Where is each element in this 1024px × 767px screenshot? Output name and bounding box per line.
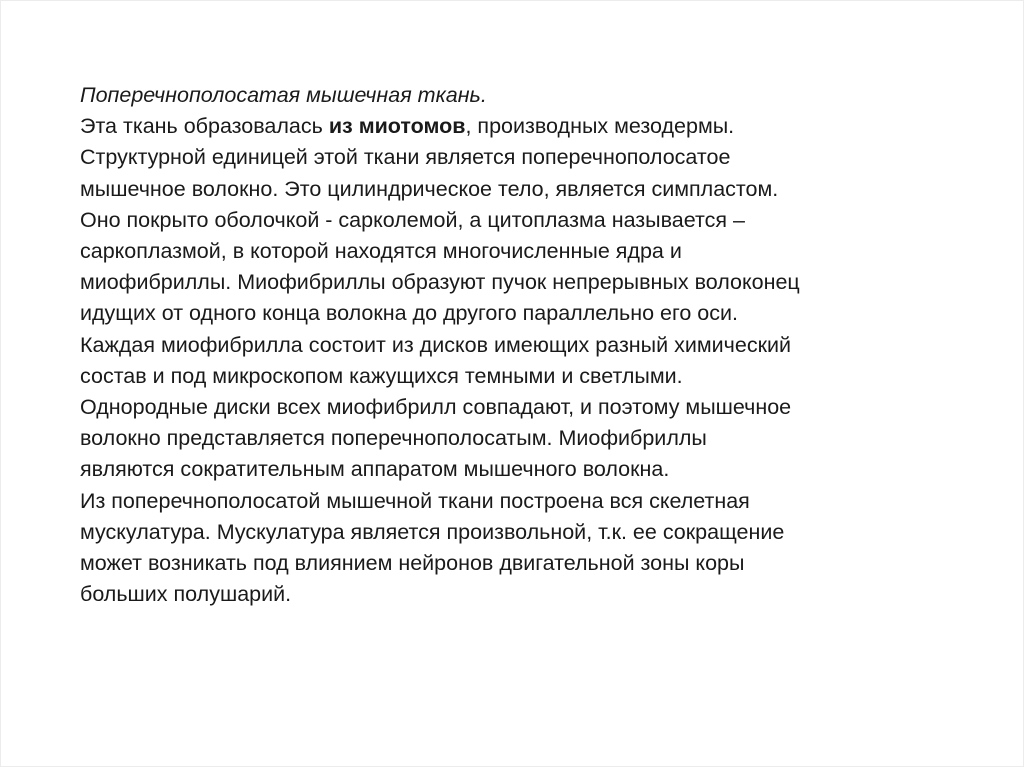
text-line-2: мышечное волокно. Это цилиндрическое тело, является симпластом. [80,176,779,201]
intro-bold-term: из миотомов [328,114,466,139]
intro-text-after: , производных мезодермы. [465,114,735,139]
text-line-13: мускулатура. Мускулатура является произвольной, т.к. ее сокращение [80,519,785,544]
text-line-14: может возникать под влиянием нейронов двигательной зоны коры [80,551,745,576]
intro-line [80,111,960,142]
text-line-9: Однородные диски всех миофибрилл совпадают, и поэтому мышечное [80,395,792,420]
slide-subtitle: Поперечнополосатая мышечная ткань. [80,83,487,107]
text-line-6: идущих от одного конца волокна до другого параллельно его оси. [80,301,738,326]
text-line-7: Каждая миофибрилла состоит из дисков имеющих разный химический [80,332,791,357]
text-line-15: больших полушарий. [80,582,292,607]
text-line-3: Оно покрыто оболочкой - сарколемой, а цитоплазма называется – [80,207,745,232]
text-line-10: волокно представляется поперечнополосатым. Миофибриллы [80,426,707,451]
text-line-12: Из поперечнополосатой мышечной ткани построена вся скелетная [80,488,750,513]
text-line-4: саркоплазмой, в которой находятся многочисленные ядра и [80,239,682,264]
text-line-8: состав и под микроскопом кажущихся темными и светлыми. [80,363,683,388]
text-line-11: являются сократительным аппаратом мышечного волокна. [80,457,670,482]
slide-text-block [80,80,960,610]
text-line-5: миофибриллы. Миофибриллы образуют пучок непрерывных волоконец [80,270,800,295]
intro-text-before: Эта ткань образовалась [80,114,329,139]
text-line-1: Структурной единицей этой ткани является поперечнополосатое [80,145,731,170]
